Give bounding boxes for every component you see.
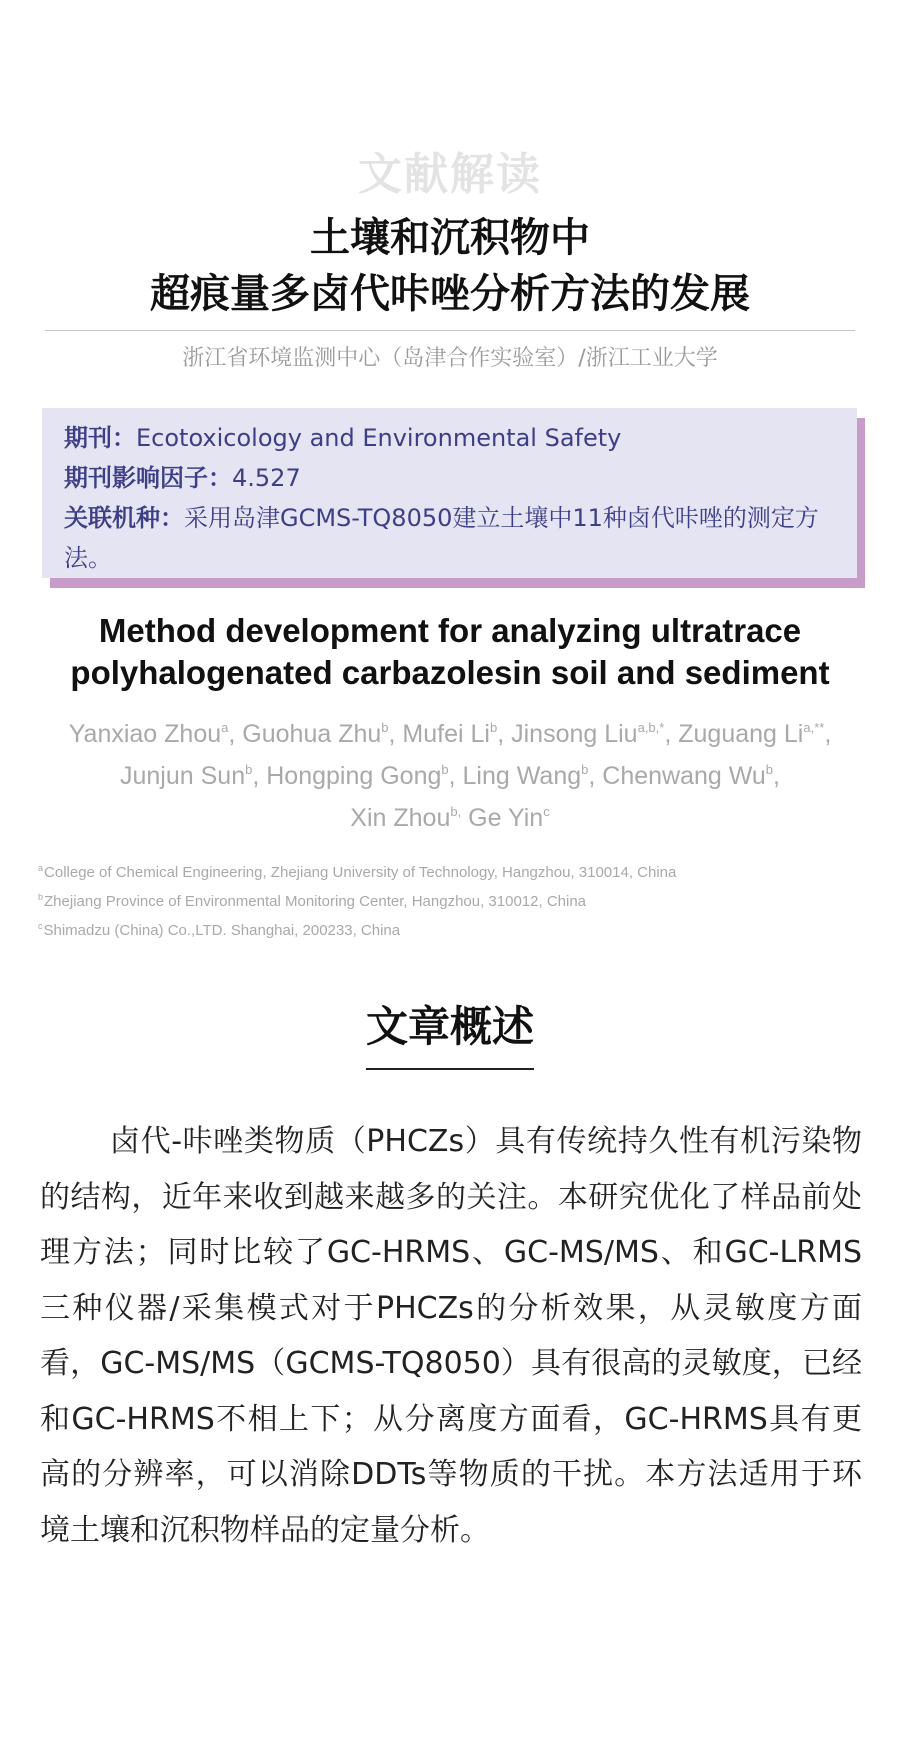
summary-section-header [0, 994, 900, 1070]
author: Zuguang $Li^{a,**}$, [678, 720, 832, 748]
journal-label: 期刊： [64, 424, 136, 452]
institution-list [38, 856, 868, 943]
author-list [30, 710, 870, 836]
article-title [0, 210, 900, 322]
divider [45, 330, 855, 331]
author: Mufei Li$^b$, [402, 720, 512, 748]
impact-factor-value: 4.527 [232, 464, 301, 492]
institution: $^c$Shimadzu (China) Co.,LTD. Shanghai, 200233, China [38, 921, 401, 939]
title-line-1: 土壤和沉积物中 [310, 215, 590, 261]
author: Junjun Sun$^b$, [120, 762, 267, 790]
author: Ling Wang$^b$, [462, 762, 603, 790]
author: Ge Yin$^c$ [468, 804, 550, 832]
paper-title [0, 610, 900, 694]
summary-paragraph: 卤代-咔唑类物质（PHCZs）具有传统持久性有机污染物的结构，近年来收到越来越多的关注。本研究优化了样品前处理方法；同时比较了GC-HRMS、GC-MS/MS、和GC-LRMS三种仪器/采集模式对于PHCZs的分析效果，从灵敏度方面看，GC-MS/MS（GCMS-TQ8050）具有很高的灵敏度，已经和GC-HRMS不相上下；从分离度方面看，GC-HRMS具有更高的分辨率，可以消除DDTs等物质的干扰。本方法适用于环境土壤和沉积物样品的定量分析。 [40, 1124, 862, 1548]
author: Hongping Gong$^b$, [266, 762, 463, 790]
impact-factor-row [64, 458, 837, 498]
instrument-value: 采用岛津GCMS-TQ8050建立土壤中11种卤代咔唑的测定方法。 [64, 504, 819, 572]
journal-value: Ecotoxicology and Environmental Safety [136, 424, 622, 452]
paper-title-line-2: polyhalogenated carbazolesin soil and sediment [70, 654, 830, 691]
instrument-label: 关联机种： [64, 504, 184, 532]
instrument-row [64, 498, 837, 578]
author: Yanxiao Zhou$^a$, [68, 720, 243, 748]
article-kicker: 文献解读 [358, 149, 542, 200]
author: Guohua Zhu$^b$, [242, 720, 403, 748]
info-card [42, 408, 857, 578]
author: Chenwang Wu$^b$, [602, 762, 780, 790]
title-line-2: 超痕量多卤代咔唑分析方法的发展 [150, 271, 750, 317]
paper-title-line-1: Method development for analyzing ultratrace [98, 612, 802, 649]
journal-row [64, 418, 837, 458]
affiliation: 浙江省环境监测中心（岛津合作实验室）/浙江工业大学 [182, 346, 718, 371]
summary-heading: 文章概述 [366, 994, 534, 1070]
author: Jinsong Liu$^{a,b,*}$, [511, 720, 679, 748]
institution: $^b$Zhejiang Province of Environmental Monitoring Center, Hangzhou, 310012, China [38, 892, 587, 910]
impact-factor-label: 期刊影响因子： [64, 464, 232, 492]
author: Xin Zhou$^{b,}$ [350, 804, 462, 832]
institution: $^a$College of Chemical Engineering, Zhejiang University of Technology, Hangzhou, 310014, China [38, 863, 677, 881]
